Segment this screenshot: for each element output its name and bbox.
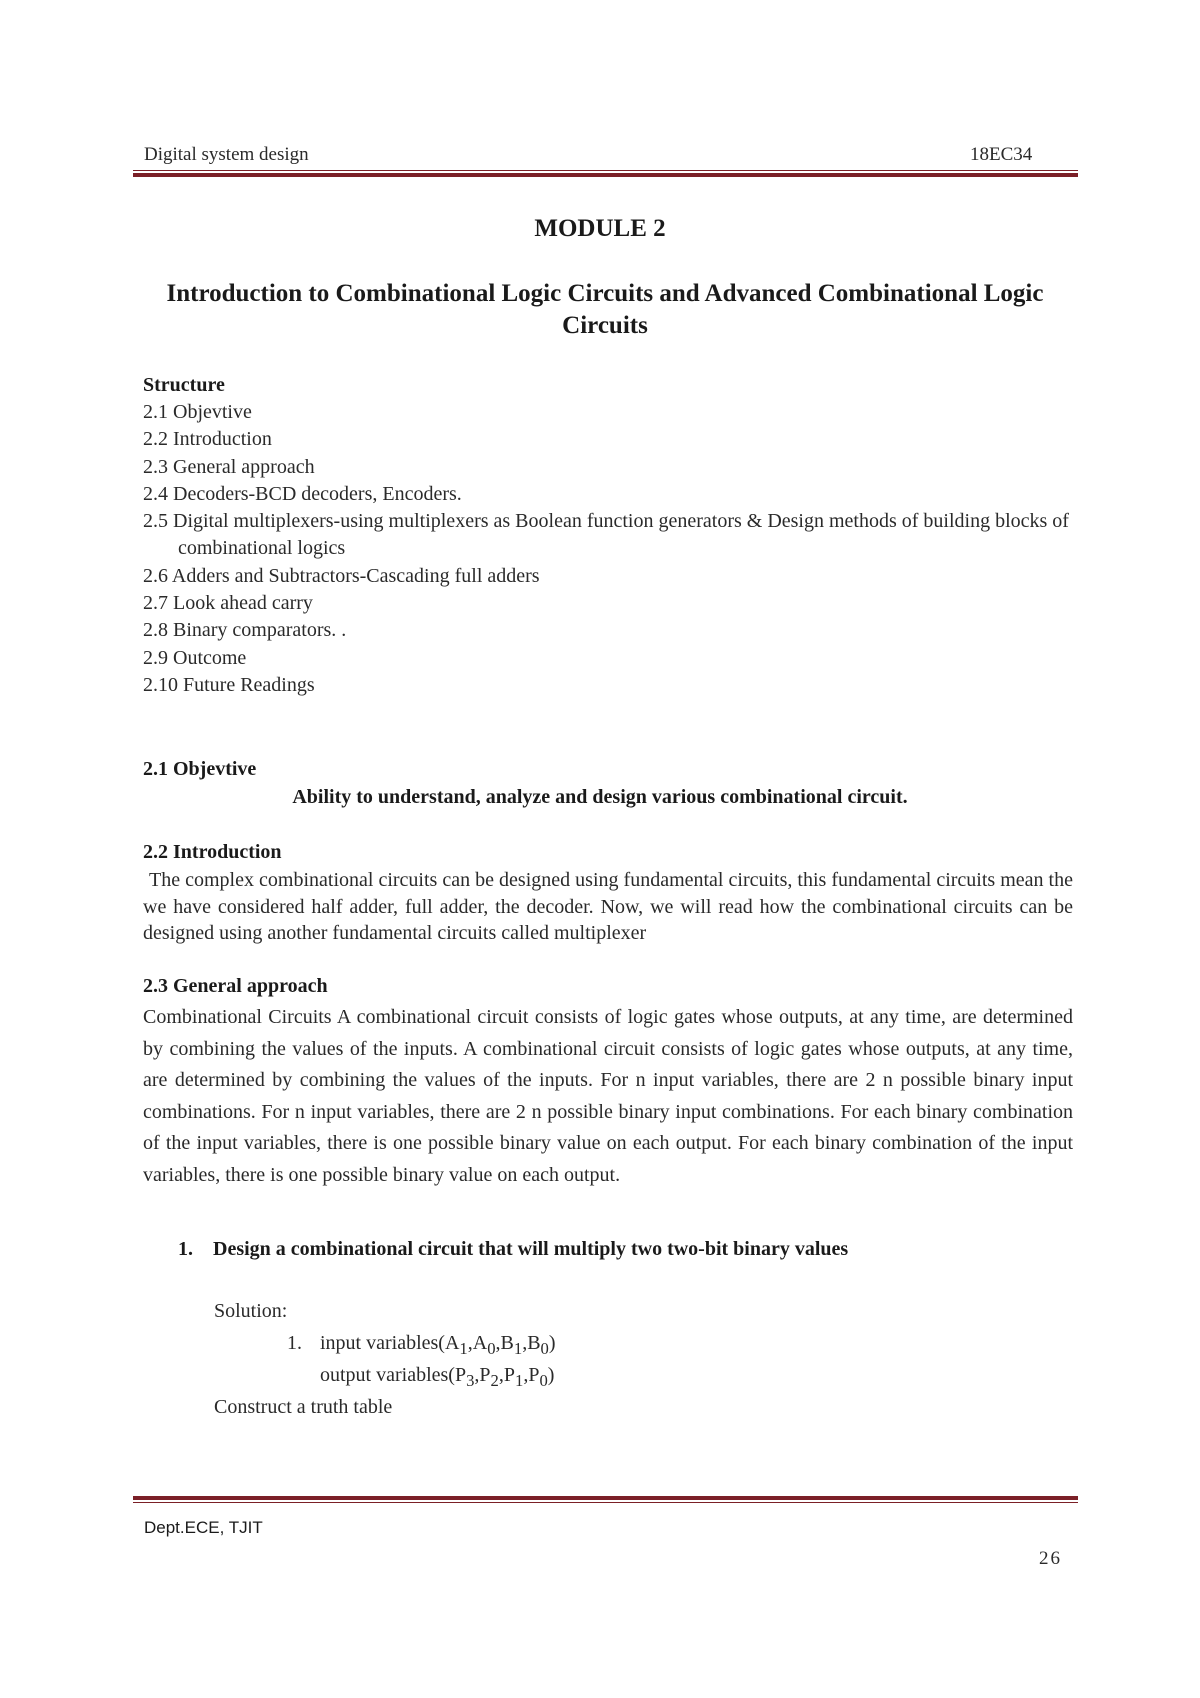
structure-item: 2.8 Binary comparators. . [143,619,347,642]
header-course-code: 18EC34 [970,144,1033,165]
solution-step-number: 1. [287,1332,302,1354]
structure-item: 2.4 Decoders-BCD decoders, Encoders. [143,482,462,505]
variable-subscript: 0 [540,1339,549,1358]
structure-list [143,399,1073,699]
input-variables-prefix: input variables( [320,1332,445,1354]
introduction-heading: 2.2 Introduction [143,841,282,863]
variable-name: P [479,1364,491,1386]
problem-number: 1. [178,1238,193,1260]
variable-subscript: 0 [487,1339,496,1358]
problem-text: Design a combinational circuit that will multiply two two-bit binary values [213,1238,849,1260]
page-header [144,144,1044,170]
structure-item: 2.1 Objevtive [143,401,252,423]
variable-name: P [528,1364,540,1386]
separator: , [523,1364,529,1386]
footer-rule-thick [133,1496,1078,1500]
variable-subscript: 2 [490,1371,499,1390]
close-paren: ) [548,1332,556,1354]
problem-statement [178,1238,848,1261]
separator: , [467,1332,473,1354]
output-variables-line [320,1364,554,1391]
main-title: Introduction to Combinational Logic Circuits and Advanced Combinational Logic Circuits [166,280,1044,339]
structure-heading: Structure [143,374,225,396]
separator: , [498,1364,504,1386]
module-title: MODULE 2 [534,215,666,242]
page-number: 26 [1039,1548,1062,1569]
objective-text: Ability to understand, analyze and design various combinational circuit. [292,786,908,808]
variable-name: P [454,1364,467,1386]
variable-subscript: 1 [459,1339,468,1358]
objective-heading: 2.1 Objevtive [143,758,257,780]
structure-item: 2.6 Adders and Subtractors-Cascading full adders [143,564,540,587]
separator: , [474,1364,480,1386]
variable-name: B [500,1332,514,1354]
close-paren: ) [547,1364,555,1386]
structure-item: 2.5 Digital multiplexers-using multiplexers as Boolean function generators & Design methods of building blocks of combinational logics [143,510,1069,560]
header-rule-thin [133,170,1078,171]
variable-subscript: 3 [466,1371,475,1390]
truth-table-instruction: Construct a truth table [214,1396,393,1418]
general-approach-heading: 2.3 General approach [143,975,328,997]
variable-name: B [527,1332,541,1354]
variable-subscript: 1 [515,1371,524,1390]
variable-name: P [503,1364,515,1386]
footer-department: Dept.ECE, TJIT [144,1518,263,1537]
structure-item: 2.10 Future Readings [143,673,315,696]
header-rule-thick [133,173,1078,177]
general-approach-paragraph: Combinational Circuits A combinational circuit consists of logic gates whose outputs, at any time, are determined by combining the values of the inputs. A combinational circuit consists of logic gates whose outputs, at any time, are determined by combining the values of the inputs. For n input variables, there are 2 n possible binary input combinations. For n input variables, there are 2 n possible binary input combinations. For each binary combination of the input variables, there is one possible binary value on each output. For each binary combination of the input variables, there is one possible binary value on each output. [143,1006,1073,1186]
variable-subscript: 1 [513,1339,523,1358]
variable-name: A [472,1332,488,1354]
output-variables-prefix: output variables( [320,1364,455,1386]
variable-subscript: 0 [539,1371,548,1390]
input-variables-line [320,1332,556,1359]
structure-item: 2.9 Outcome [143,646,247,669]
header-course-name: Digital system design [144,144,309,165]
solution-label: Solution: [214,1300,288,1322]
separator: , [522,1332,528,1354]
structure-item: 2.3 General approach [143,455,315,478]
structure-item: 2.2 Introduction [143,428,272,451]
footer-rule-thin [133,1502,1078,1503]
introduction-paragraph: The complex combinational circuits can be designed using fundamental circuits, this fundamental circuits mean the we have considered half adder, full adder, the decoder. Now, we will read how the combinational circuits can be designed using another fundamental circuits called multiplexer [143,869,1073,944]
structure-item: 2.7 Look ahead carry [143,592,313,615]
separator: , [495,1332,501,1354]
variable-name: A [444,1332,460,1354]
